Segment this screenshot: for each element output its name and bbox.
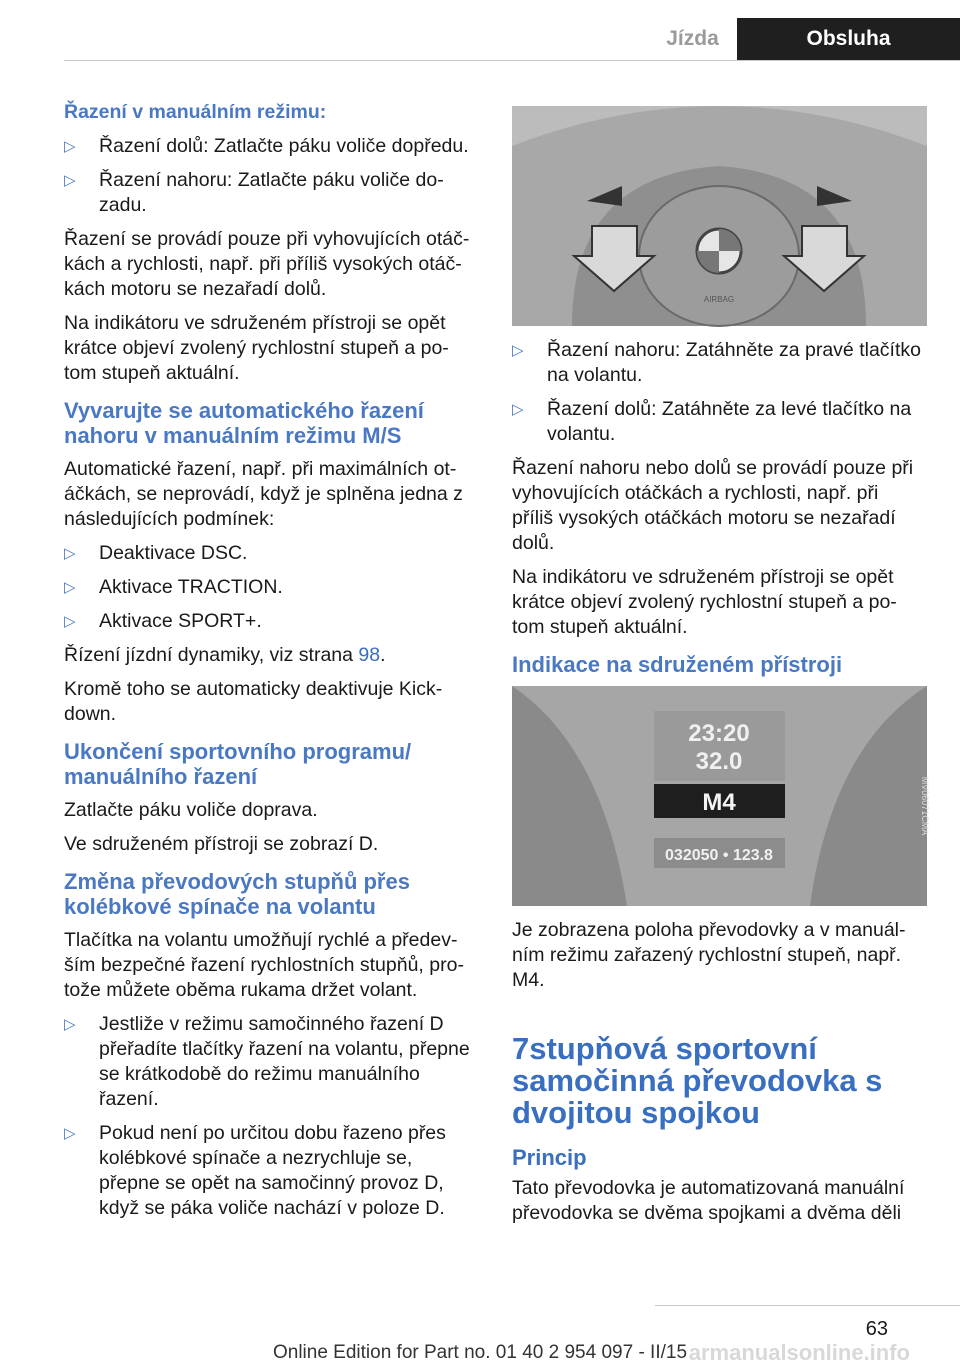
svg-text:032050 • 123.8: 032050 • 123.8: [665, 847, 773, 864]
heading-princip: Princip: [512, 1145, 587, 1170]
watermark: armanualsonline.info: [688, 1340, 910, 1365]
left-column: [64, 100, 474, 1230]
svg-text:M4: M4: [702, 789, 736, 816]
heading-end-sport: Ukončení sportovního programu/ manuálního řazení: [64, 739, 412, 789]
tab-jizda[interactable]: Jízda: [666, 27, 719, 50]
conditions-list: [64, 541, 474, 634]
svg-text:MV06071CMA: MV06071CMA: [920, 776, 930, 836]
tab-obsluha[interactable]: Obsluha: [737, 18, 960, 60]
triangle-bullet-icon: ▷: [64, 1016, 76, 1033]
paragraph: Kromě toho se automaticky deaktivuje Kickdown.: [64, 678, 443, 725]
paragraph: Tlačítka na volantu umožňují rychlé a především bezpečné řazení rychlostních stupňů, protože můžete oběma rukama držet volant.: [64, 929, 464, 1001]
triangle-bullet-icon: ▷: [64, 545, 76, 562]
list-item: ▷ Pokud není po určitou dobu řazeno přes kolébkové spínače a nezrychluje se, přepne se opět na samočinný provoz D, když se páka voliče nachází v poloze D.: [64, 1122, 446, 1219]
list-item: ▷ Řazení nahoru: Zatáhněte za pravé tlačítko na volantu.: [512, 339, 921, 386]
paragraph: Zatlačte páku voliče doprava.: [64, 799, 318, 821]
instrument-cluster-figure: [512, 686, 930, 906]
paragraph: Je zobrazena poloha převodovky a v manuálním režimu zařazený rychlostní stupeň, např. M4.: [512, 919, 906, 991]
triangle-bullet-icon: ▷: [64, 1125, 76, 1142]
right-column: [512, 100, 930, 1235]
instrument-cluster-illustration: [512, 686, 930, 906]
paragraph: Řazení se provádí pouze při vyhovujících otáčkách a rychlosti, např. při příliš vysokých otáčkách motoru se nezařadí dolů.: [64, 228, 470, 300]
triangle-bullet-icon: ▷: [64, 172, 76, 189]
triangle-bullet-icon: ▷: [64, 613, 76, 630]
triangle-bullet-icon: ▷: [512, 401, 524, 418]
triangle-bullet-icon: ▷: [64, 579, 76, 596]
list-item: ▷ Řazení dolů: Zatlačte páku voliče dopředu.: [64, 135, 469, 157]
header-rule: [64, 60, 960, 61]
page-link-98[interactable]: 98: [358, 644, 381, 666]
svg-text:23:20: 23:20: [688, 720, 750, 747]
footer-rule: [655, 1305, 960, 1306]
paragraph: Tato převodovka je automatizovaná manuální převodovka se dvěma spojkami a dvěma děli: [512, 1177, 905, 1224]
heading-paddles: Změna převodových stupňů přes kolébkové spínače na volantu: [64, 869, 410, 919]
svg-text:32.0: 32.0: [695, 748, 743, 775]
paragraph: Na indikátoru ve sdruženém přístroji se opět krátce objeví zvolený rychlostní stupeň a potom stupeň aktuální.: [64, 312, 449, 384]
heading-cluster-indication: Indikace na sdruženém přístroji: [512, 652, 843, 677]
edition-footer: Online Edition for Part no. 01 40 2 954 097 - II/15: [272, 1342, 688, 1363]
paragraph: Ve sdruženém přístroji se zobrazí D.: [64, 833, 379, 855]
steering-wheel-illustration: [512, 106, 927, 326]
list-item: ▷ Řazení nahoru: Zatlačte páku voliče dozadu.: [64, 169, 444, 216]
list-item: ▷ Řazení dolů: Zatáhněte za levé tlačítko na volantu.: [512, 398, 912, 445]
list-item: ▷ Aktivace TRACTION.: [64, 576, 283, 598]
triangle-bullet-icon: ▷: [64, 138, 76, 155]
list-item: ▷ Deaktivace DSC.: [64, 542, 248, 564]
paragraph-with-link: Řízení jízdní dynamiky, viz strana 98.: [64, 644, 386, 666]
list-item: ▷ Aktivace SPORT+.: [64, 610, 262, 632]
page-number: 63: [865, 1318, 888, 1340]
paddle-steps-list: [512, 338, 922, 447]
list-item: ▷ Jestliže v režimu samočinného řazení D přeřadíte tlačítky řazení na volantu, přepne se krátkodobě do režimu manuálního řazení.: [64, 1013, 470, 1110]
svg-text:AIRBAG: AIRBAG: [703, 295, 735, 304]
steering-wheel-figure: [512, 106, 927, 326]
paddles-list: [64, 1012, 474, 1221]
paragraph: Řazení nahoru nebo dolů se provádí pouze při vyhovujících otáčkách a rychlosti, např. při příliš vysokých otáčkách motoru se nezařadí dolů.: [512, 457, 914, 554]
heading-avoid-upshift: Vyvarujte se automatického řazení nahoru v manuálním režimu M/S: [64, 398, 424, 448]
chapter-heading: 7stupňová sportovní samočinná převodovka s dvojitou spojkou: [512, 1031, 883, 1130]
paragraph: Na indikátoru ve sdruženém přístroji se opět krátce objeví zvolený rychlostní stupeň a potom stupeň aktuální.: [512, 566, 897, 638]
paragraph: Automatické řazení, např. při maximálních otáčkách, se neprovádí, když je splněna jedna z následujících podmínek:: [64, 458, 463, 530]
manual-list: [64, 134, 474, 218]
heading-manual-mode: Řazení v manuálním režimu:: [64, 101, 327, 123]
triangle-bullet-icon: ▷: [512, 342, 524, 359]
